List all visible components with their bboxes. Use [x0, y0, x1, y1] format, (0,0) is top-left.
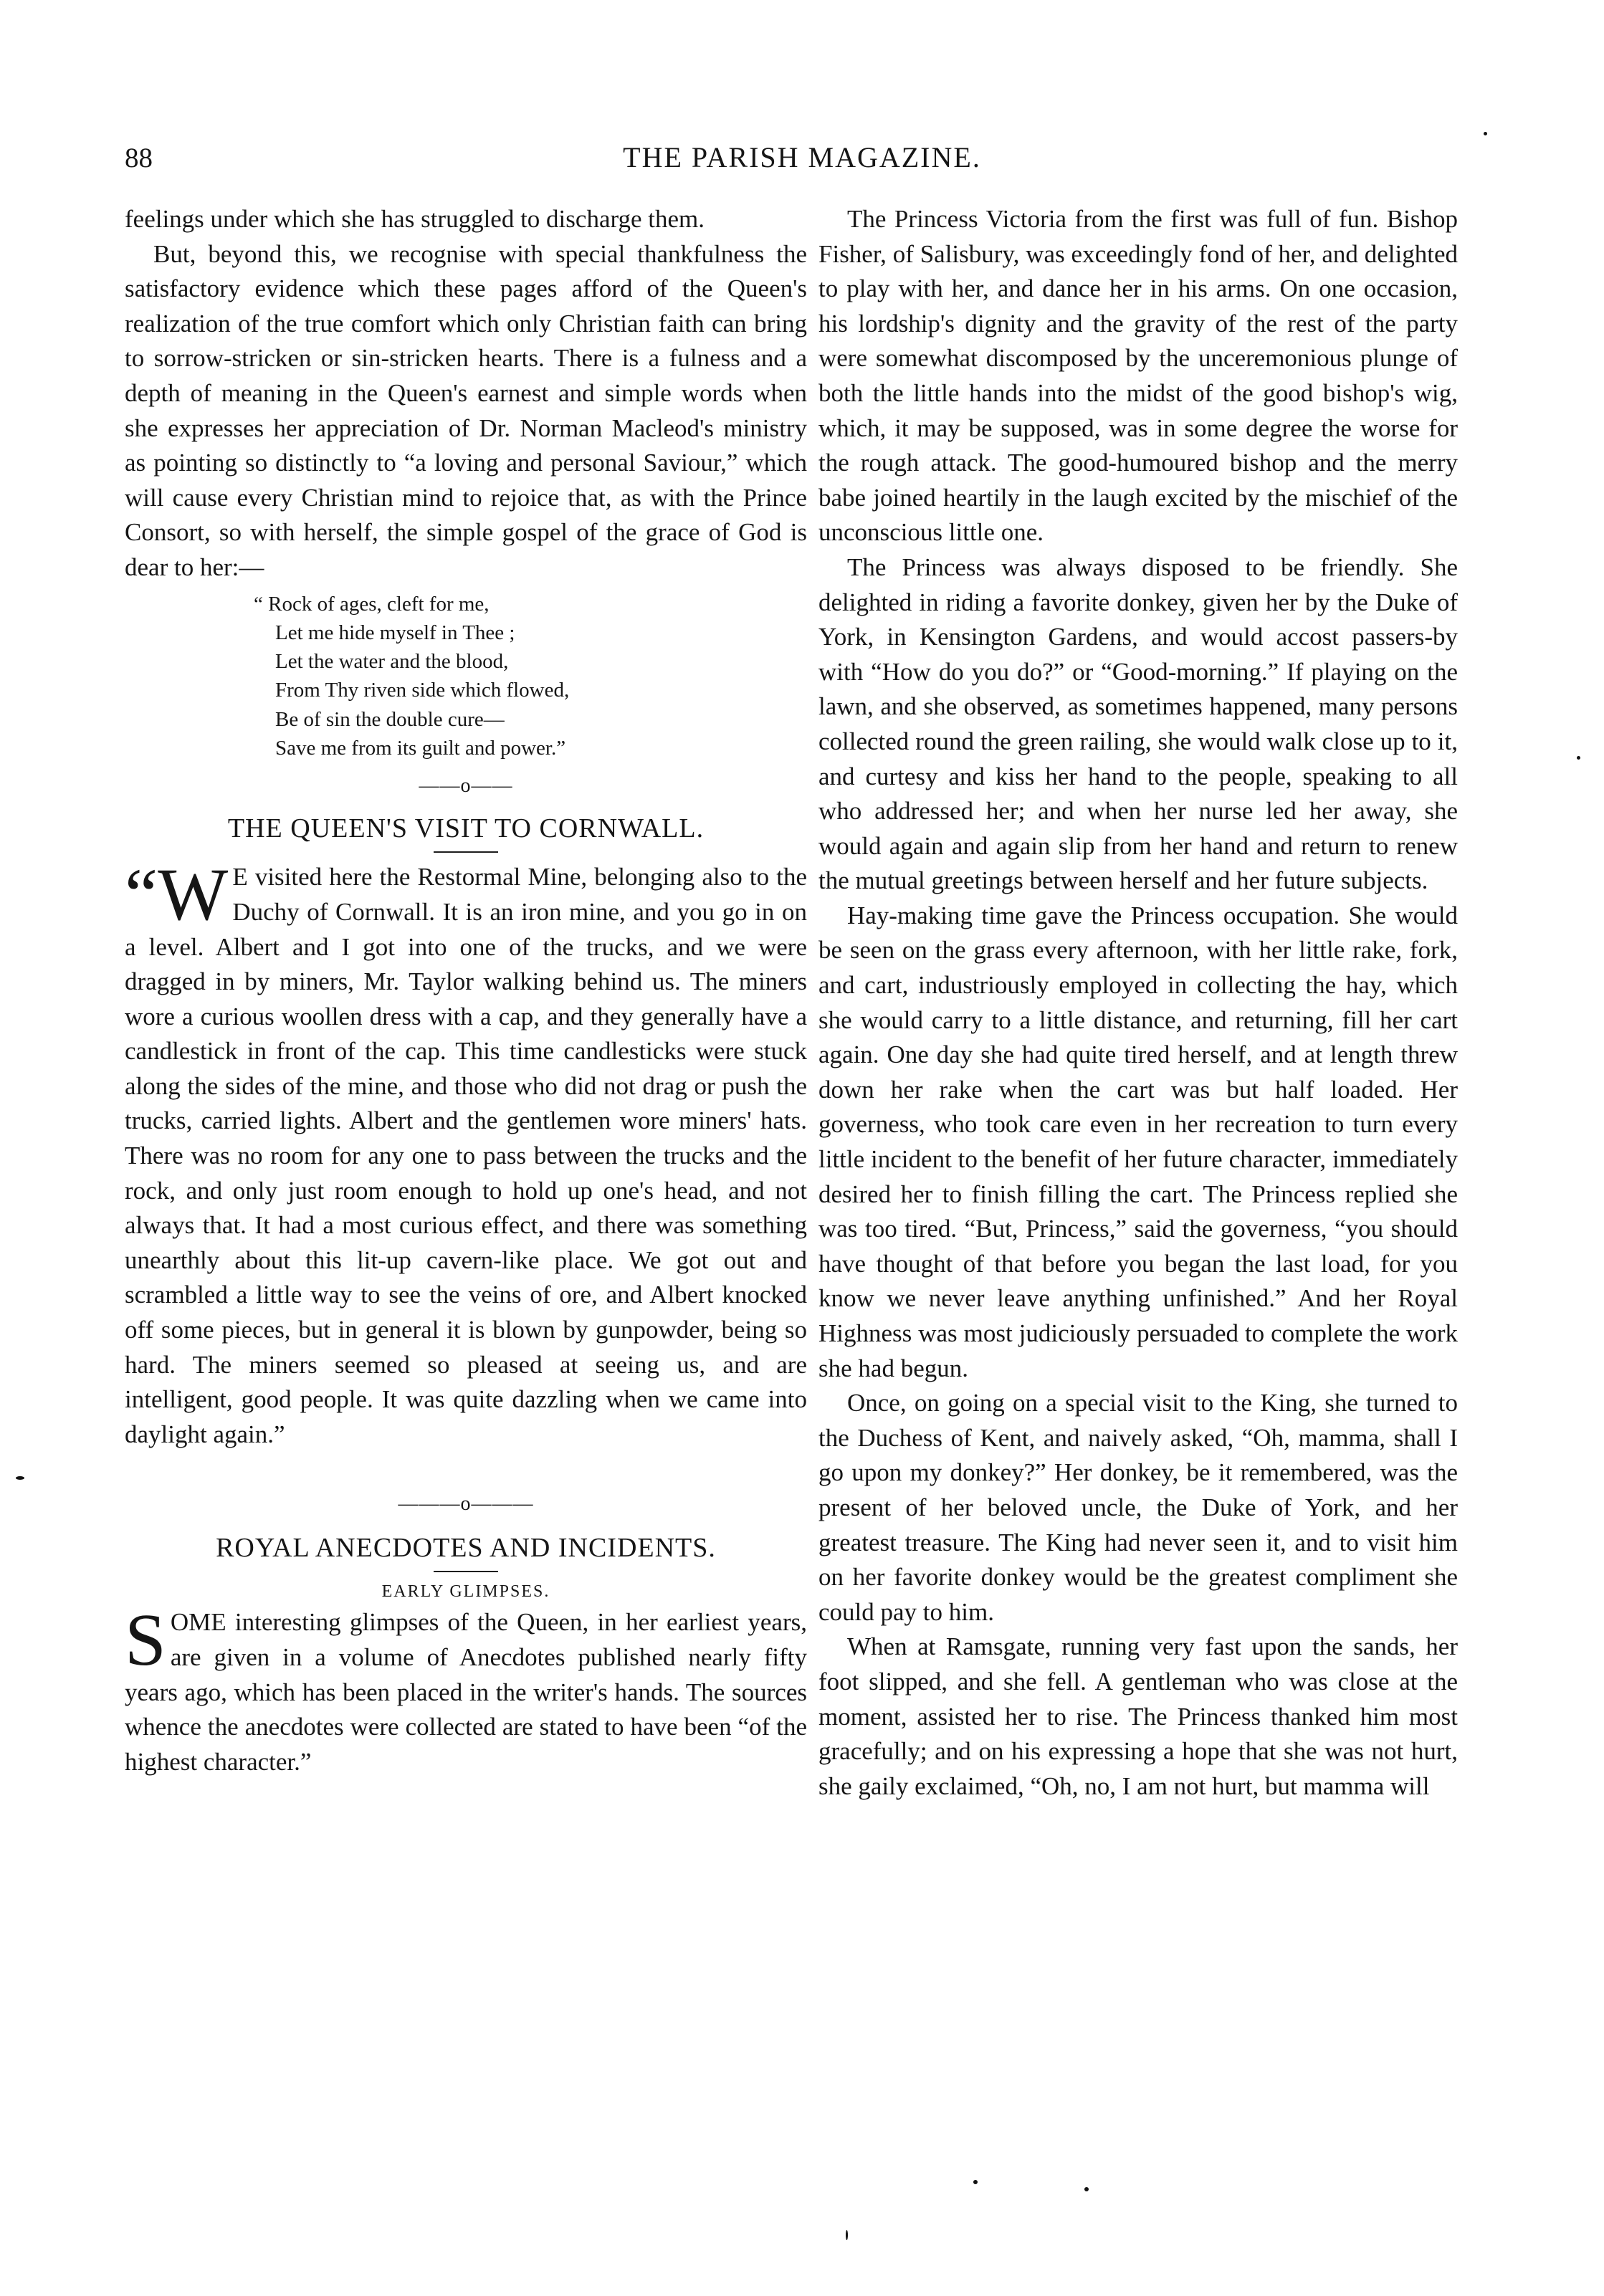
scan-speck: [973, 2180, 978, 2184]
paragraph: Hay-making time gave the Princess occupation. She would be seen on the grass every afternoon, with her little rake, fork, and cart, industriously employed in collecting the hay, which she would carry to a little distance, and returning, fill her cart again. One day she had quite tired herself, and at length threw down her rake when the cart was but half loaded. Her governess, who took care even in her recreation to turn every little incident to the benefit of her future character, immediately desired her to finish filling the cart. The Princess replied she was too tired. “But, Princess,” said the governess, “you should have thought of that before you began the last load, for you know we never leave anything unfinished.” And her Royal Highness was most judiciously persuaded to complete the work she had begun.: [818, 901, 1458, 1382]
verse-line: Save me from its guilt and power.”: [275, 737, 566, 760]
article-text: OME interesting glimpses of the Queen, in her earliest years, are given in a volume of Anecdotes published nearly fifty years ago, which has been placed in the writer's hands. The sources whence the anecdotes were collected are stated to have been “of the highest character.”: [125, 1608, 807, 1776]
royal-anecdotes-heading: ROYAL ANECDOTES AND INCIDENTS.: [216, 1533, 716, 1564]
verse-line: Let the water and the blood,: [275, 650, 509, 674]
left-column: [125, 202, 807, 1779]
section-divider: ——o——: [419, 775, 513, 798]
page-number: 88: [125, 143, 153, 173]
scan-speck: [16, 1476, 24, 1480]
paragraph: The Princess was always disposed to be friendly. She delighted in riding a favorite donkey, given her by the Duke of York, in Kensington Gardens, and would accost passers-by with “How do you do?” or “Good-morning.” If playing on the lawn, and she observed, as sometimes happened, many persons collected round the green railing, she would walk close up to it, and curtesy and kiss her hand to the people, speaking to all who addressed her; and when her nurse led her away, she would again and again slip from her hand and return to renew the mutual greetings between herself and her future subjects.: [818, 553, 1458, 895]
paragraph: The Princess Victoria from the first was full of fun. Bishop Fisher, of Salisbury, was exceedingly fond of her, and delighted to play with her, and dance her in his arms. On one occasion, his lordship's dignity and the gravity of the rest of the party were somewhat discomposed by the unceremonious plunge of both the little hands into the midst of the good bishop's wig, which, it may be supposed, was in some degree the worse for the rough attack. The good-humoured bishop and the merry babe joined heartily in the laugh excited by the mischief of the unconscious little one.: [818, 205, 1458, 547]
scan-speck: [1084, 2187, 1089, 2191]
article-text: E visited here the Restormal Mine, belonging also to the Duchy of Cornwall. It is an iron mine, and you go in on a level. Albert and I got into one of the trucks, and we were dragged in by miners, Mr. Taylor walking behind us. The miners wore a curious woollen dress with a cap, and they generally have a candlestick in front of the cap. This time candlesticks were stuck along the sides of the mine, and those who did not drag or push the trucks, carried lights. Albert and the gentlemen wore miners' hats. There was no room for any one to pass between the trucks and the rock, and only just room enough to hold up one's head, and not always that. It had a most curious effect, and there was something unearthly about this lit-up cavern-like place. We got out and scrambled a little way to see the veins of ore, and Albert knocked off some pieces, but in general it is blown by gunpowder, being so hard. The miners seemed so pleased at seeing us, and are intelligent, good people. It was quite dazzling when we came into daylight again.”: [125, 863, 807, 1448]
scan-speck: [1484, 132, 1487, 135]
hymn-verse: [254, 590, 807, 763]
heading-rule: [434, 851, 498, 853]
drop-cap: S: [125, 1599, 166, 1682]
paragraph: feelings under which she has struggled to discharge them.: [125, 205, 705, 233]
cornwall-heading: THE QUEEN'S VISIT TO CORNWALL.: [227, 813, 705, 844]
paragraph: When at Ramsgate, running very fast upon the sands, her foot slipped, and she fell. A gentleman who was close at the moment, assisted her to rise. The Princess thanked him most gracefully; and on his expressing a hope that she was not hurt, she gaily exclaimed, “Oh, no, I am not hurt, but mamma will: [818, 1632, 1458, 1800]
paragraph: Once, on going on a special visit to the King, she turned to the Duchess of Kent, and naively asked, “Oh, mamma, shall I go upon my donkey?” Her donkey, be it remembered, was the present of her beloved uncle, the Duke of York, and her greatest treasure. The King had never seen it, and to visit him on her favorite donkey would be the greatest compliment she could pay to him.: [818, 1389, 1458, 1626]
verse-line: Let me hide myself in Thee ;: [275, 621, 515, 644]
verse-line: Be of sin the double cure—: [275, 707, 505, 731]
cornwall-article: [125, 853, 807, 1452]
early-glimpses-subheading: EARLY GLIMPSES.: [381, 1582, 550, 1602]
scan-speck: [846, 2230, 848, 2240]
verse-line: From Thy riven side which flowed,: [275, 679, 570, 702]
scan-speck: [1577, 756, 1580, 760]
paragraph: But, beyond this, we recognise with special thankfulness the satisfactory evidence which these pages afford of the Queen's realization of the true comfort which only Christian faith can bring to sorrow-stricken or sin-stricken hearts. There is a fulness and a depth of meaning in the Queen's earnest and simple words when she expresses her appreciation of Dr. Norman Macleod's ministry as pointing so distinctly to “a loving and personal Saviour,” which will cause every Christian mind to rejoice that, as with the Prince Consort, so with herself, the simple gospel of the grace of God is dear to her:—: [125, 239, 807, 581]
drop-cap: “W: [125, 853, 229, 937]
royal-anecdotes-article: [125, 1599, 807, 1779]
running-title: THE PARISH MAGAZINE.: [623, 141, 981, 173]
heading-rule: [434, 1571, 498, 1572]
section-divider: ———o———: [398, 1493, 534, 1516]
right-column: [818, 202, 1458, 1804]
verse-line: “ Rock of ages, cleft for me,: [254, 592, 490, 616]
